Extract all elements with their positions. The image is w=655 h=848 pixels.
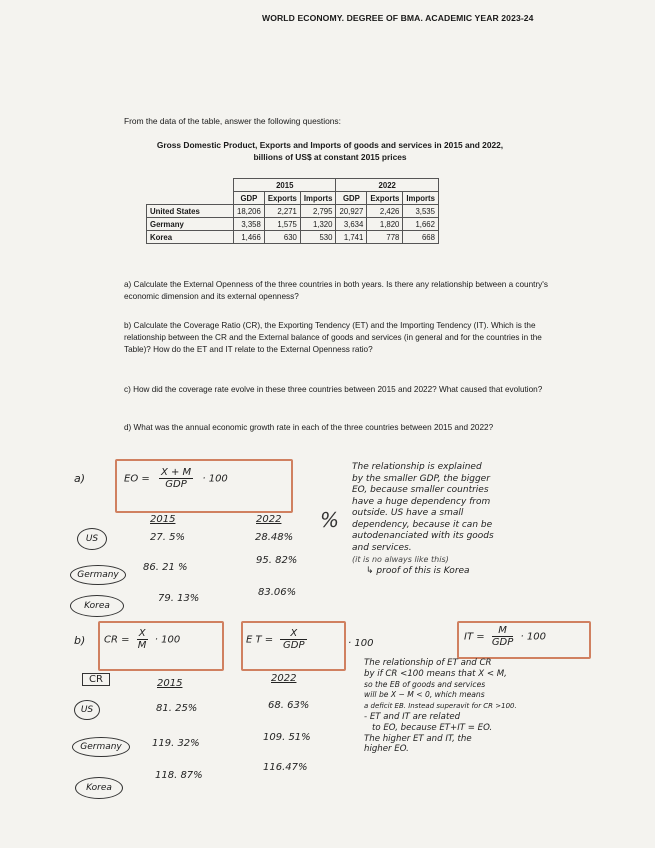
country-oval-korea: Korea [75, 777, 123, 799]
eo-us-2022: 28.48% [255, 532, 294, 543]
table-cell: 1,320 [300, 218, 336, 231]
cr-year-2015: 2015 [157, 678, 183, 689]
formula-fraction [137, 628, 148, 651]
table-cell: 630 [264, 231, 300, 244]
formula-lhs: E T = [246, 634, 274, 646]
eo-korea-2022: 83.06% [258, 587, 297, 598]
eo-germany-2015: 86. 21 % [143, 562, 188, 573]
table-cell: 1,466 [234, 231, 265, 244]
table-row [147, 218, 439, 231]
et-formula [246, 628, 311, 651]
note-line: The relationship is explained [352, 462, 482, 472]
formula-denominator: GDP [491, 637, 514, 648]
table-cell: 1,820 [367, 218, 403, 231]
year-header-2015: 2015 [234, 179, 336, 192]
eo-germany-2022: 95. 82% [256, 555, 298, 566]
cr-germany-2022: 109. 51% [263, 732, 311, 743]
table-cell: 3,634 [336, 218, 367, 231]
cr-year-2022: 2022 [271, 673, 297, 684]
question-b: b) Calculate the Coverage Ratio (CR), the Exporting Tendency (ET) and the Importing Tendency (IT). Which is the relationship between the CR and the External balance of goods and services (in general and for the countries in the Table)? How do the ET and IT relate to the External Openness ratio? [124, 321, 542, 354]
cr-us-2022: 68. 63% [268, 700, 310, 711]
cr-korea-2015: 118. 87% [155, 770, 203, 781]
table-corner [147, 179, 234, 192]
table-cell: 3,535 [403, 205, 439, 218]
note-line: - ET and IT are related [364, 711, 461, 722]
table-caption-line2: billions of US$ at constant 2015 prices [253, 152, 407, 162]
formula-denominator: M [137, 640, 147, 651]
note-line: and services. [352, 542, 412, 553]
intro-text: From the data of the table, answer the following questions: [124, 116, 341, 126]
et-formula-rhs: · 100 [348, 638, 374, 649]
table-cell: 1,741 [336, 231, 367, 244]
table-cell: 1,575 [264, 218, 300, 231]
cr-germany-2015: 119. 32% [152, 738, 200, 749]
formula-numerator: X + M [160, 467, 192, 478]
data-table [146, 178, 439, 244]
cr-us-2015: 81. 25% [156, 703, 198, 714]
col-header: Exports [264, 192, 300, 205]
cr-korea-2022: 116.47% [263, 762, 308, 773]
table-caption [130, 139, 530, 163]
answer-b-label: b) [74, 634, 86, 647]
col-header: GDP [234, 192, 265, 205]
col-header: Imports [403, 192, 439, 205]
table-cell: 778 [367, 231, 403, 244]
question-c: c) How did the coverage rate evolve in these three countries between 2015 and 2022? What caused that evolution? [124, 385, 543, 394]
row-country: Germany [147, 218, 234, 231]
table-cell: 2,426 [367, 205, 403, 218]
col-header: Imports [300, 192, 336, 205]
table-row [147, 231, 439, 244]
formula-rhs: · 100 [202, 473, 228, 485]
country-oval-korea: Korea [70, 595, 124, 617]
eo-year-2015: 2015 [150, 514, 176, 525]
cr-formula [104, 628, 180, 651]
country-oval-germany: Germany [72, 737, 130, 757]
note-line: have a huge dependency from [352, 496, 491, 507]
note-line: so the EB of goods and services [364, 679, 486, 689]
table-row [147, 205, 439, 218]
formula-fraction [492, 625, 513, 648]
formula-lhs: IT = [464, 631, 485, 643]
formula-fraction [159, 467, 193, 490]
table-cell: 1,662 [403, 218, 439, 231]
note-line: will be X − M < 0, which means [364, 690, 485, 700]
eo-explanation-note [352, 462, 494, 577]
table-cell: 20,927 [336, 205, 367, 218]
formula-lhs: CR = [104, 634, 130, 646]
note-line: by the smaller GDP, the bigger [352, 473, 490, 484]
formula-numerator: X [280, 628, 307, 640]
percent-mark: % [320, 508, 340, 532]
eo-year-2022: 2022 [256, 514, 282, 525]
eo-korea-2015: 79. 13% [158, 593, 200, 604]
formula-rhs: · 100 [154, 634, 181, 646]
note-line: The relationship of ET and CR [364, 658, 492, 668]
formula-numerator: X [138, 628, 146, 639]
table-corner [147, 192, 234, 205]
note-line: higher EO. [364, 744, 409, 755]
formula-fraction [280, 628, 307, 651]
country-oval-us: US [77, 528, 107, 550]
page-header: WORLD ECONOMY. DEGREE OF BMA. ACADEMIC YEAR 2023-24 [262, 13, 534, 23]
country-oval-us: US [74, 700, 100, 720]
table-cell: 2,271 [264, 205, 300, 218]
note-line: The higher ET and IT, the [364, 733, 472, 744]
table-cell: 2,795 [300, 205, 336, 218]
eo-formula [124, 467, 228, 490]
note-line: dependency, because it can be [352, 519, 493, 530]
note-line: by if CR <100 means that X < M, [364, 668, 507, 679]
formula-denominator: GDP [165, 479, 187, 490]
formula-lhs: EO = [124, 473, 150, 485]
table-cell: 18,206 [234, 205, 265, 218]
cr-explanation-note [364, 658, 517, 755]
col-header: GDP [336, 192, 367, 205]
row-country: Korea [147, 231, 234, 244]
note-line: outside. US have a small [352, 508, 464, 518]
table-cell: 668 [403, 231, 439, 244]
country-oval-germany: Germany [70, 565, 126, 585]
year-header-2022: 2022 [336, 179, 438, 192]
note-line: ↳ proof of this is Korea [366, 565, 470, 576]
table-cell: 3,358 [234, 218, 265, 231]
cr-label-box: CR [82, 673, 110, 686]
formula-rhs: · 100 [520, 631, 546, 643]
row-country: United States [147, 205, 234, 218]
question-a: a) Calculate the External Openness of the three countries in both years. Is there any relationship between a country's economic dimension and its external openness? [124, 280, 548, 301]
note-line: autodenanciated with its goods [352, 531, 494, 541]
eo-us-2015: 27. 5% [150, 532, 185, 543]
col-header: Exports [367, 192, 403, 205]
question-d: d) What was the annual economic growth rate in each of the three countries between 2015 and 2022? [124, 423, 494, 432]
formula-numerator: M [492, 625, 513, 637]
note-line: to EO, because ET+IT = EO. [372, 722, 493, 733]
answer-a-label: a) [74, 472, 86, 485]
note-line: (it is no always like this) [352, 555, 449, 564]
note-line: a deficit EB. Instead superavit for CR >100. [364, 702, 517, 711]
note-line: EO, because smaller countries [352, 485, 489, 495]
it-formula [464, 625, 546, 648]
table-caption-line1: Gross Domestic Product, Exports and Imports of goods and services in 2015 and 2022, [156, 140, 504, 150]
table-cell: 530 [300, 231, 336, 244]
formula-denominator: GDP [283, 640, 305, 651]
